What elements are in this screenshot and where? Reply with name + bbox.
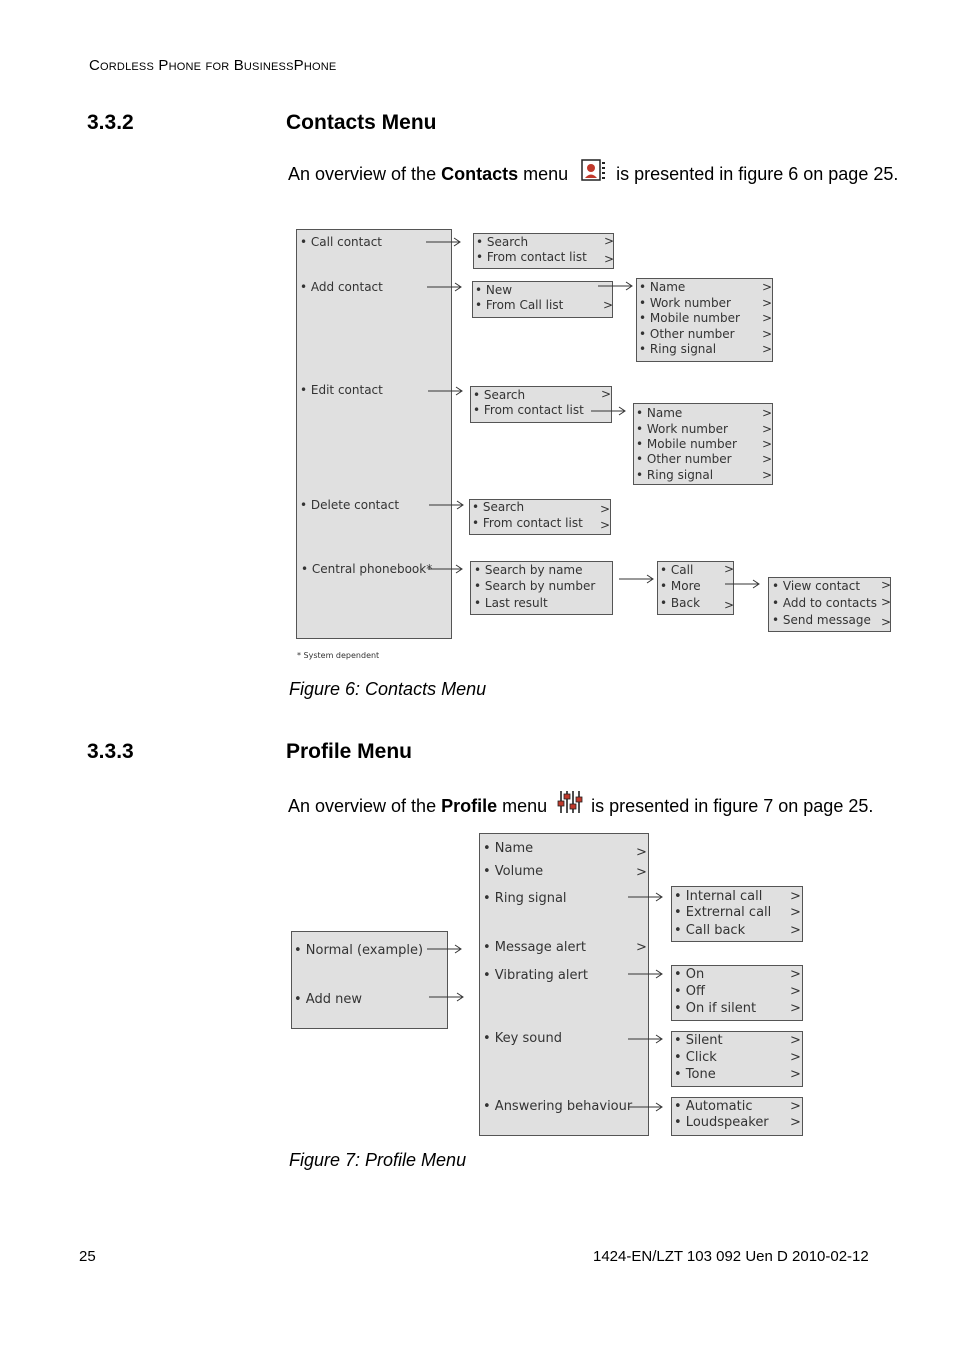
arrow: > [600,518,611,532]
menu-item: • Tone [674,1067,716,1082]
arrow: > [881,615,892,629]
arrow: > [881,595,892,609]
arrow: > [762,452,773,466]
menu-item: • On if silent [674,1001,757,1016]
arrow: > [790,1001,801,1016]
document-id: 1424-EN/LZT 103 092 Uen D 2010-02-12 [593,1248,869,1265]
menu-item: • Vibrating alert [483,968,588,983]
menu-item: • Back [660,596,701,610]
menu-item: • Add to contacts [772,596,877,610]
arrow: > [790,1050,801,1065]
menu-item: • From contact list [476,250,587,264]
arrow: > [762,406,773,420]
menu-item: • Central phonebook* [301,562,433,576]
figure-caption: Figure 7: Profile Menu [289,1150,467,1170]
arrow: > [790,967,801,982]
menu-item: • Ring signal [639,342,717,356]
section-title: Contacts Menu [286,111,437,134]
menu-item: • Mobile number [639,311,740,325]
menu-item: • Loudspeaker [674,1115,769,1130]
menu-item: • Automatic [674,1099,753,1114]
menu-item: • Ring signal [636,468,714,482]
arrow: > [636,845,647,860]
arrow: > [762,437,773,451]
menu-item: • New [475,283,513,297]
menu-item: • Name [636,406,683,420]
footnote: * System dependent [297,651,380,660]
arrow: > [604,252,615,266]
arrow: > [790,923,801,938]
contacts-intro: An overview of the Contacts menu is presented in figure 6 on page 25. [288,156,908,186]
profile-bold: Profile [441,796,498,816]
arrow: > [601,387,612,401]
arrow: > [762,280,773,294]
arrow: > [724,598,735,612]
menu-item: • Other number [639,327,735,341]
menu-item: • Delete contact [300,498,400,512]
arrow: > [600,502,611,516]
menu-item: • From contact list [472,516,583,530]
menu-item: • Call back [674,923,746,938]
arrow: > [790,1033,801,1048]
arrow: > [790,984,801,999]
menu-item: • From Call list [475,298,564,312]
arrow: > [762,311,773,325]
menu-item: • Edit contact [300,383,383,397]
menu-item: • Internal call [674,889,763,904]
menu-item: • Call [660,563,694,577]
section-title: Profile Menu [286,740,413,763]
menu-item: • Off [674,984,705,999]
arrow: > [881,578,892,592]
arrow: > [790,1099,801,1114]
page-number: 25 [79,1248,96,1265]
menu-item: • Search [472,500,525,514]
menu-item: • Send message [772,613,871,627]
menu-item: • Key sound [483,1031,562,1046]
menu-item: • Search by number [474,579,596,593]
menu-item: • Click [674,1050,717,1065]
menu-item: • Name [639,280,686,294]
menu-item: • Search [476,235,529,249]
menu-item: • From contact list [473,403,584,417]
arrow: > [604,234,615,248]
profile-intro: An overview of the Profile menu is presented in figure 7 on page 25. [288,786,908,818]
menu-item: • On [674,967,705,982]
menu-item: • Add new [294,992,362,1007]
arrow: > [762,468,773,482]
section-number: 3.3.2 [87,111,134,134]
running-header: Cordless Phone for BusinessPhone [89,57,337,74]
menu-item: • Ring signal [483,891,567,906]
menu-item: • Name [483,841,534,856]
menu-item: • Answering behaviour [483,1099,633,1114]
arrow: > [636,865,647,880]
menu-item: • Mobile number [636,437,737,451]
section-number: 3.3.3 [87,740,134,763]
arrow: > [762,422,773,436]
menu-item: • Other number [636,452,732,466]
menu-item: • More [660,579,701,593]
arrow: > [762,296,773,310]
menu-item: • Search by name [474,563,583,577]
menu-item: • Volume [483,864,544,879]
arrow: > [636,940,647,955]
menu-item: • Message alert [483,940,586,955]
arrow: > [724,562,735,576]
arrow: > [790,1115,801,1130]
contacts-bold: Contacts [441,164,519,184]
figure-caption: Figure 6: Contacts Menu [289,679,487,699]
menu-item: • Search [473,388,526,402]
menu-item: • Work number [639,296,731,310]
menu-item: • Last result [474,596,548,610]
arrow: > [790,905,801,920]
arrow: > [790,1067,801,1082]
arrow: > [762,327,773,341]
menu-item: • Call contact [300,235,383,249]
arrow: > [790,889,801,904]
menu-item: • Work number [636,422,728,436]
menu-item: • Normal (example) [294,943,424,958]
menu-item: • Extrernal call [674,905,772,920]
arrow: > [762,342,773,356]
menu-item: • View contact [772,579,861,593]
menu-item: • Add contact [300,280,383,294]
menu-item: • Silent [674,1033,723,1048]
arrow: > [603,298,614,312]
